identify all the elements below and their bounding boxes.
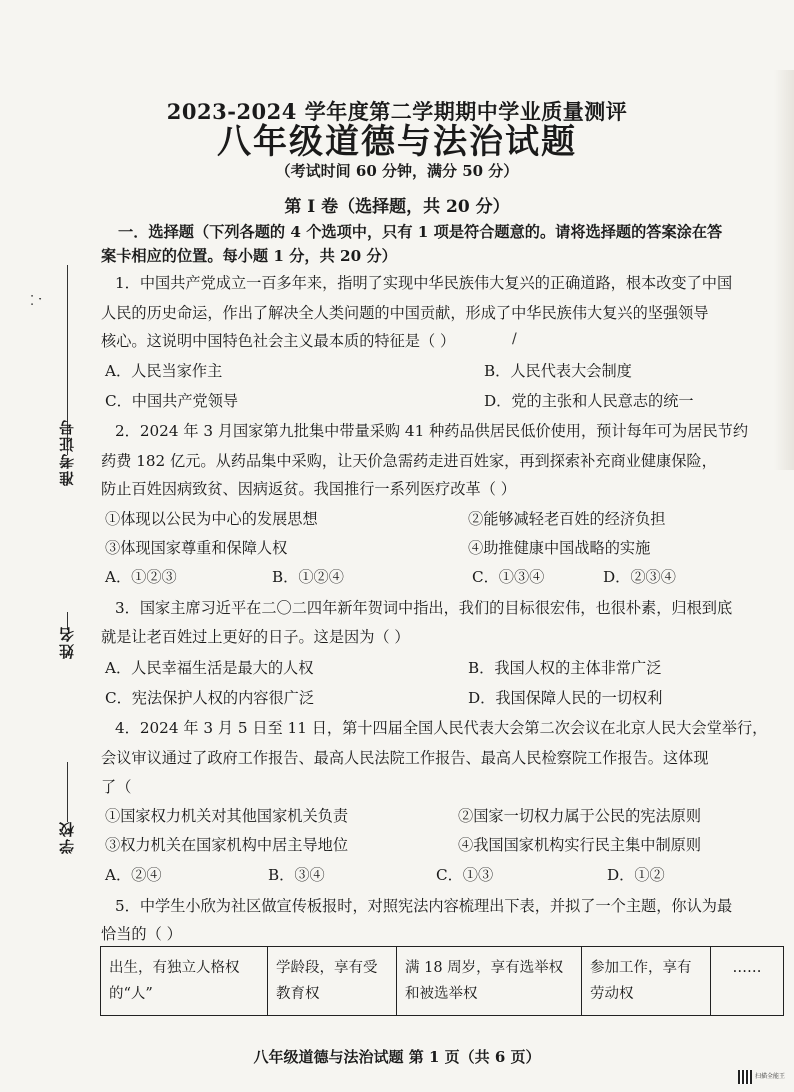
table-row <box>101 947 784 1016</box>
q4-option-a: A．②④ <box>105 866 162 884</box>
name-label: 姓名 <box>58 625 76 659</box>
q4-option-d: D．①② <box>607 866 665 884</box>
section-instructions-2: 案卡相应的位置。每小题 1 分，共 20 分） <box>101 247 397 265</box>
q2-stem-2: 药费 182 亿元。从药品集中采购，让天价急需药走进百姓家，再到探索补充商业健康保险， <box>101 452 717 470</box>
part-one-title: 第 I 卷（选择题，共 20 分） <box>284 197 510 217</box>
pencil-scribble-mark: ⁚ ˑ <box>30 294 43 309</box>
q5-stem-2: 恰当的（ ） <box>101 925 182 943</box>
q2-option-a: A．①②③ <box>105 568 177 586</box>
table-cell: 参加工作，享有劳动权 <box>582 947 711 1016</box>
admission-number-label: 准考证号 <box>58 418 76 486</box>
q2-option-b: B．①②④ <box>272 568 344 586</box>
q2-statement-4: ④助推健康中国战略的实施 <box>468 539 651 557</box>
school-line <box>67 762 68 822</box>
q5-stem-1: 5．中学生小欣为社区做宣传板报时，对照宪法内容梳理出下表，并拟了一个主题，你认为最 <box>115 897 733 915</box>
q2-option-d: D．②③④ <box>603 568 676 586</box>
page-footer: 八年级道德与法治试题 第 1 页（共 6 页） <box>253 1048 541 1066</box>
q3-stem-1: 3．国家主席习近平在二〇二四年新年贺词中指出，我们的目标很宏伟，也很朴素，归根到底 <box>115 599 733 617</box>
q1-option-a: A．人民当家作主 <box>105 362 223 380</box>
q3-option-a: A．人民幸福生活是最大的人权 <box>105 659 314 677</box>
table-cell: 满 18 周岁，享有选举权和被选举权 <box>397 947 582 1016</box>
table-cell: …… <box>711 947 784 1016</box>
q4-option-c: C．①③ <box>436 866 494 884</box>
q2-option-c: C．①③④ <box>472 568 545 586</box>
q1-stem-2: 人民的历史命运，作出了解决全人类问题的中国贡献，形成了中华民族伟大复兴的坚强领导 <box>101 304 709 322</box>
exam-year-title: 2023-2024 学年度第二学期期中学业质量测评 <box>166 99 628 124</box>
q1-option-c: C．中国共产党领导 <box>105 392 239 410</box>
q2-stem-1: 2．2024 年 3 月国家第九批集中带量采购 41 种药品供居民低价使用，预计每年可为居民节约 <box>115 422 749 440</box>
exam-time-info: （考试时间 60 分钟，满分 50 分） <box>275 162 519 180</box>
q1-option-b: B．人民代表大会制度 <box>484 362 632 380</box>
q3-option-d: D．我国保障人民的一切权利 <box>468 689 663 707</box>
school-label: 学校 <box>58 820 76 854</box>
q3-stem-2: 就是让老百姓过上更好的日子。这是因为（ ） <box>101 628 410 646</box>
q5-table <box>100 946 784 1016</box>
q4-option-b: B．③④ <box>268 866 325 884</box>
q4-statement-2: ②国家一切权力属于公民的宪法原则 <box>458 807 701 825</box>
table-cell: 学龄段，享有受教育权 <box>268 947 397 1016</box>
qr-code-icon <box>738 1070 752 1084</box>
q3-option-b: B．我国人权的主体非常广泛 <box>468 659 662 677</box>
q1-option-d: D．党的主张和人民意志的统一 <box>484 392 694 410</box>
q4-statement-4: ④我国国家机构实行民主集中制原则 <box>458 836 701 854</box>
q3-option-c: C．宪法保护人权的内容很广泛 <box>105 689 315 707</box>
scanner-watermark: 扫描全能王 <box>755 1073 786 1080</box>
q1-stem-1: 1．中国共产党成立一百多年来，指明了实现中华民族伟大复兴的正确道路，根本改变了中国 <box>115 274 733 292</box>
exam-subject-title: 八年级道德与法治试题 <box>217 122 577 162</box>
table-cell: 出生，有独立人格权的“人” <box>101 947 268 1016</box>
q4-statement-3: ③权力机关在国家机构中居主导地位 <box>105 836 348 854</box>
answer-check-mark: / <box>512 331 517 347</box>
q1-stem-3: 核心。这说明中国特色社会主义最本质的特征是（ ） <box>101 332 456 350</box>
q2-statement-1: ①体现以公民为中心的发展思想 <box>105 510 318 528</box>
q4-stem-2: 会议审议通过了政府工作报告、最高人民法院工作报告、最高人民检察院工作报告。这体现 <box>101 749 709 767</box>
q2-stem-3: 防止百姓因病致贫、因病返贫。我国推行一系列医疗改革（ ） <box>101 480 516 498</box>
section-instructions-1: 一．选择题（下列各题的 4 个选项中，只有 1 项是符合题意的。请将选择题的答案涂在答 <box>118 223 723 241</box>
q4-stem-1: 4．2024 年 3 月 5 日至 11 日，第十四届全国人民代表大会第二次会议在北京人民大会堂举行， <box>115 719 768 737</box>
q2-statement-3: ③体现国家尊重和保障人权 <box>105 539 288 557</box>
q4-stem-3: 了（ <box>101 778 132 796</box>
q2-statement-2: ②能够减轻老百姓的经济负担 <box>468 510 666 528</box>
q4-statement-1: ①国家权力机关对其他国家机关负责 <box>105 807 348 825</box>
